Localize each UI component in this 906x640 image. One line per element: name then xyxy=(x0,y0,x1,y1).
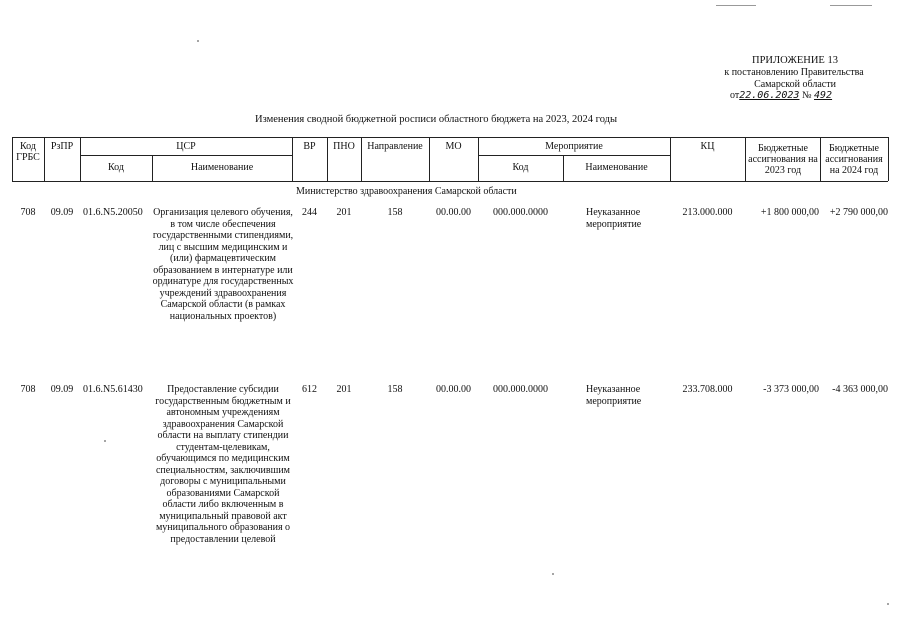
resolution-line: к постановлению Правительства xyxy=(724,67,864,78)
row-grbs: 708 xyxy=(20,207,36,218)
header-csr-name: Наименование xyxy=(190,162,254,173)
row-budget-2024: +2 790 000,00 xyxy=(829,207,888,218)
scan-dot xyxy=(552,573,554,575)
row-rzpr: 09.09 xyxy=(50,384,74,395)
date-prefix: от xyxy=(730,90,740,101)
date-value: 22.06.2023 xyxy=(739,90,800,101)
row-pno: 201 xyxy=(336,384,352,395)
row-event-name: Неуказанное мероприятие xyxy=(586,207,642,230)
row-budget-2023: -3 373 000,00 xyxy=(763,384,819,395)
scan-mark xyxy=(830,5,872,6)
row-pno: 201 xyxy=(336,207,352,218)
scan-dot xyxy=(104,440,106,442)
row-vr: 244 xyxy=(302,207,317,218)
row-vr: 612 xyxy=(302,384,317,395)
document-title: Изменения сводной бюджетной росписи областного бюджета на 2023, 2024 годы xyxy=(255,114,618,125)
row-mo: 00.00.00 xyxy=(436,207,471,218)
number-prefix: № xyxy=(801,90,812,101)
header-event-name: Наименование xyxy=(585,162,648,173)
ministry-name: Министерство здравоохранения Самарской области xyxy=(296,186,517,197)
scan-dot xyxy=(197,40,199,42)
header-direction: Направление xyxy=(367,141,423,152)
header-csr-code: Код xyxy=(108,162,124,173)
row-event-name: Неуказанное мероприятие xyxy=(586,384,642,407)
row-event-code: 000.000.0000 xyxy=(493,384,548,395)
header-kc: КЦ xyxy=(700,141,715,152)
header-mo: МО xyxy=(445,141,462,152)
header-budget-2024: Бюджетные ассигнования на 2024 год xyxy=(825,143,883,176)
row-csr-code: 01.6.N5.61430 xyxy=(83,384,143,395)
row-csr-name: Предоставление субсидии государственным бюджетным и автономным учреждениям здравоохранения Самарской области на выплату стипендии студентам-целевикам, обучающимся по медицинским специальностям, заключившим договоры с муниципальными образованиями Самарской области либо включенным в муниципальный правовой акт муниципального образования о предоставлении целевой xyxy=(155,384,291,545)
row-mo: 00.00.00 xyxy=(436,384,471,395)
header-pno: ПНО xyxy=(333,141,355,152)
header-budget-2023: Бюджетные ассигнования на 2023 год xyxy=(748,143,818,176)
row-event-code: 000.000.0000 xyxy=(493,207,548,218)
row-grbs: 708 xyxy=(20,384,36,395)
header-event: Мероприятие xyxy=(545,141,603,152)
appendix-label: ПРИЛОЖЕНИЕ 13 xyxy=(752,55,838,66)
row-direction: 158 xyxy=(387,207,403,218)
region-line: Самарской области xyxy=(754,79,836,90)
scan-dot xyxy=(887,603,889,605)
scan-mark xyxy=(716,5,756,6)
number-value: 492 xyxy=(814,90,833,101)
header-grbs: Код ГРБС xyxy=(16,141,40,163)
row-csr-name: Организация целевого обучения, в том числе обеспечения государственными стипендиями, лиц с высшим медицинским и (или) фармацевтическим образованием в интернатуре или ординатуре для государственных учреждений здравоохранения Самарской области (в рамках национальных проектов) xyxy=(152,207,294,322)
header-csr: ЦСР xyxy=(176,141,196,152)
header-event-code: Код xyxy=(512,162,529,173)
row-budget-2023: +1 800 000,00 xyxy=(760,207,819,218)
row-csr-code: 01.6.N5.20050 xyxy=(83,207,143,218)
row-kc: 233.708.000 xyxy=(682,384,733,395)
row-direction: 158 xyxy=(387,384,403,395)
date-number-line xyxy=(730,90,880,102)
row-budget-2024: -4 363 000,00 xyxy=(832,384,888,395)
row-kc: 213.000.000 xyxy=(682,207,733,218)
header-vr: ВР xyxy=(303,141,316,152)
header-rzpr: РзПР xyxy=(50,141,74,152)
row-rzpr: 09.09 xyxy=(50,207,74,218)
